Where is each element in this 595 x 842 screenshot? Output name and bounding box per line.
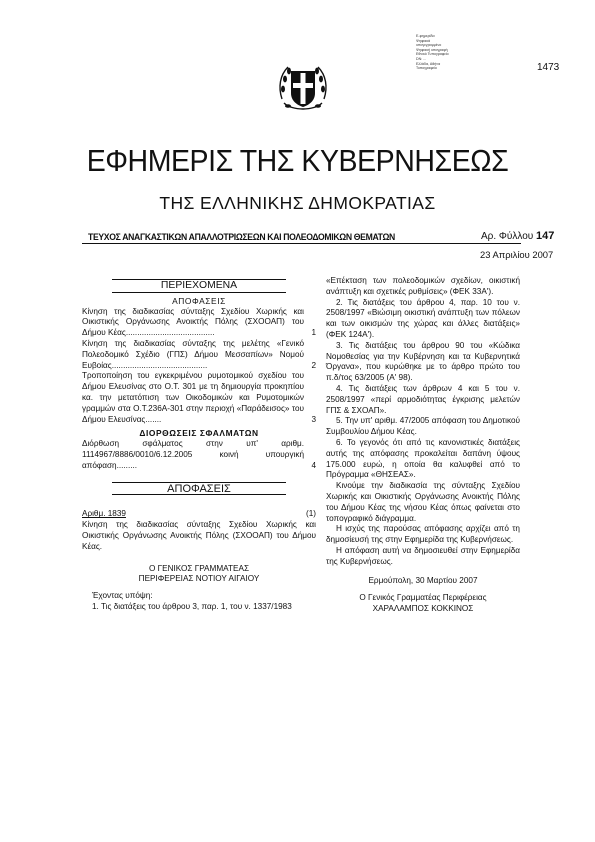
- contents-heading: ΠΕΡΙΕΧΟΜΕΝΑ: [112, 279, 286, 293]
- stamp-line: Ψηφιακά: [416, 38, 431, 43]
- stamp-line: Ε-φημερίδα: [416, 34, 435, 38]
- toc-item: Τροποποίηση του εγκεκριμένου ρυμοτομικού σχεδίου του Δήμου Ελευσίνας στο Ο.Τ. 301 με τη δημιουργία προκηπίου κα. την μετατόπιση των Οικοδομικών και Ρυμοτομικών γραμμών στα Ο.Τ.236Α-301 στην περιοχή «Παράδεισος» του Δήμου Ελευσίνας....... 3: [82, 371, 316, 424]
- paragraph: 4. Τις διατάξεις των άρθρων 4 και 5 του ν. 2508/1997 «περί αρμοδιότητας έγκρισης μελετών ΓΠΣ & ΣΧΟΑΠ».: [326, 383, 520, 415]
- right-column: [326, 276, 520, 615]
- greek-coat-of-arms-icon: [276, 59, 330, 117]
- decisions-subheading: ΑΠΟΦΑΣΕΙΣ: [172, 295, 226, 306]
- stamp-line: Τυπογραφείο: [416, 66, 437, 71]
- stamp-line: Εθνικό Τυπογραφείο: [416, 52, 449, 57]
- page-number: 1473: [537, 62, 560, 73]
- stamp-line: Ελλάδα, Αθήνα: [416, 61, 441, 66]
- issue-number: Αρ. Φύλλου 147: [481, 230, 555, 242]
- paragraph: «Επέκταση των πολεοδομικών σχεδίων, οικιστική ανάπτυξη και σχετικές ρυθμίσεις» (ΦΕΚ 33Α').: [326, 276, 520, 296]
- corrections-subheading: ΔΙΟΡΘΩΣΕΙΣ ΣΦΑΛΜΑΤΩΝ: [139, 428, 259, 439]
- signature-name: ΧΑΡΑΛΑΜΠΟΣ ΚΟΚΚΙΝΟΣ: [372, 604, 474, 614]
- paragraph: Κινούμε την διαδικασία της σύνταξης Σχεδίου Χωρικής και Οικιστικής Οργάνωσης Ανοικτής Πόλης του Δήμου Κέας της νήσου Κέας όπως φαίνεται στο τοπογραφικό διάγραμμα.: [326, 481, 520, 523]
- authority-line: Ο ΓΕΝΙΚΟΣ ΓΡΑΜΜΑΤΕΑΣ: [148, 563, 249, 573]
- stamp-line: Ψηφιακή υπογραφή: [416, 47, 448, 52]
- issue-date: 23 Απριλίου 2007: [480, 249, 554, 260]
- paragraph: Η ισχύς της παρούσας απόφασης αρχίζει από τη δημοσίευσή της στην Εφημερίδα της Κυβερνήσεως.: [326, 524, 520, 545]
- paragraph: 5. Την υπ' αριθμ. 47/2005 απόφαση του Δημοτικού Συμβουλίου Δήμου Κέας.: [326, 416, 520, 437]
- stamp-line: υπογεγραμμένο: [416, 43, 442, 48]
- signature-role: Ο Γενικός Γραμματέας Περιφέρειας: [359, 593, 487, 603]
- place-date: Ερμούπολη, 30 Μαρτίου 2007: [368, 575, 478, 585]
- paragraph: 1. Τις διατάξεις του άρθρου 3, παρ. 1, του ν. 1337/1983: [92, 601, 292, 611]
- header-divider: [82, 243, 521, 244]
- digital-signature-stamp: [416, 34, 506, 71]
- toc-item: Κίνηση της διαδικασίας σύνταξης Σχεδίου Χωρικής και Οικιστικής Οργάνωσης Ανοικτής Πόλης (ΣΧΟΟΑΠ) του Δήμου Κέας....................................... 1: [82, 306, 316, 338]
- toc-item: Κίνηση της διαδικασίας σύνταξης της μελέτης «Γενικό Πολεοδομικό Σχέδιο (ΓΠΣ) Δήμου Μεσσαπίων» Νομού Ευβοίας.......................................... 2: [82, 338, 316, 370]
- considering-intro: Έχοντας υπόψη:: [92, 591, 153, 601]
- decision-title: Κίνηση της διαδικασίας σύνταξης Σχεδίου Χωρικής και Οικιστικής Οργάνωσης Ανοικτής Πόλης (ΣΧΟΟΑΠ) του Δήμου Κέας.: [82, 520, 316, 551]
- series-line: ΤΕΥΧΟΣ ΑΝΑΓΚΑΣΤΙΚΩΝ ΑΠΑΛΛΟΤΡΙΩΣΕΩΝ ΚΑΙ ΠΟΛΕΟΔΟΜΙΚΩΝ ΘΕΜΑΤΩΝ: [88, 231, 395, 242]
- gazette-subtitle: ΤΗΣ ΕΛΛΗΝΙΚΗΣ ΔΗΜΟΚΡΑΤΙΑΣ: [159, 193, 436, 213]
- paragraph: Η απόφαση αυτή να δημοσιευθεί στην Εφημερίδα της Κυβερνήσεως.: [326, 545, 520, 566]
- decision-number-row: Αριθμ. 1839 (1): [82, 509, 316, 519]
- left-column: [82, 279, 316, 613]
- toc-item: Διόρθωση σφάλματος στην υπ' αριθμ. 1114967/8886/0010/6.12.2005 κοινή υπουργική απόφαση......... 4: [82, 439, 316, 470]
- decisions-heading: ΑΠΟΦΑΣΕΙΣ: [112, 482, 286, 496]
- paragraph: 3. Τις διατάξεις του άρθρου 90 του «Κώδικα Νομοθεσίας για την Κυβέρνηση και τα Κυβερνητικά Όργανα», που κυρώθηκε με το άρθρο πρώτο του π.δ/τος 63/2005 (Α' 98).: [326, 340, 520, 383]
- authority-line: ΠΕΡΙΦΕΡΕΙΑΣ ΝΟΤΙΟΥ ΑΙΓΑΙΟΥ: [138, 574, 260, 584]
- paragraph: 6. Το γεγονός ότι από τις κανονιστικές διατάξεις αυτής της απόφασης προκαλείται δαπάνη ύψους 175.000 ευρώ, η οποία θα καλυφθεί από το Πρόγραμμα «ΘΗΣΕΑΣ».: [326, 437, 520, 480]
- paragraph: 2. Τις διατάξεις του άρθρου 4, παρ. 10 του ν. 2508/1997 «Βιώσιμη οικιστική ανάπτυξη των πόλεων και των οικισμών της χώρας και άλλες διατάξεις» (ΦΕΚ 124Α').: [326, 297, 520, 339]
- stamp-line: DN: ...: [416, 56, 427, 61]
- gazette-title: ΕΦΗΜΕΡΙΣ ΤΗΣ ΚΥΒΕΡΝΗΣΕΩΣ: [86, 143, 509, 178]
